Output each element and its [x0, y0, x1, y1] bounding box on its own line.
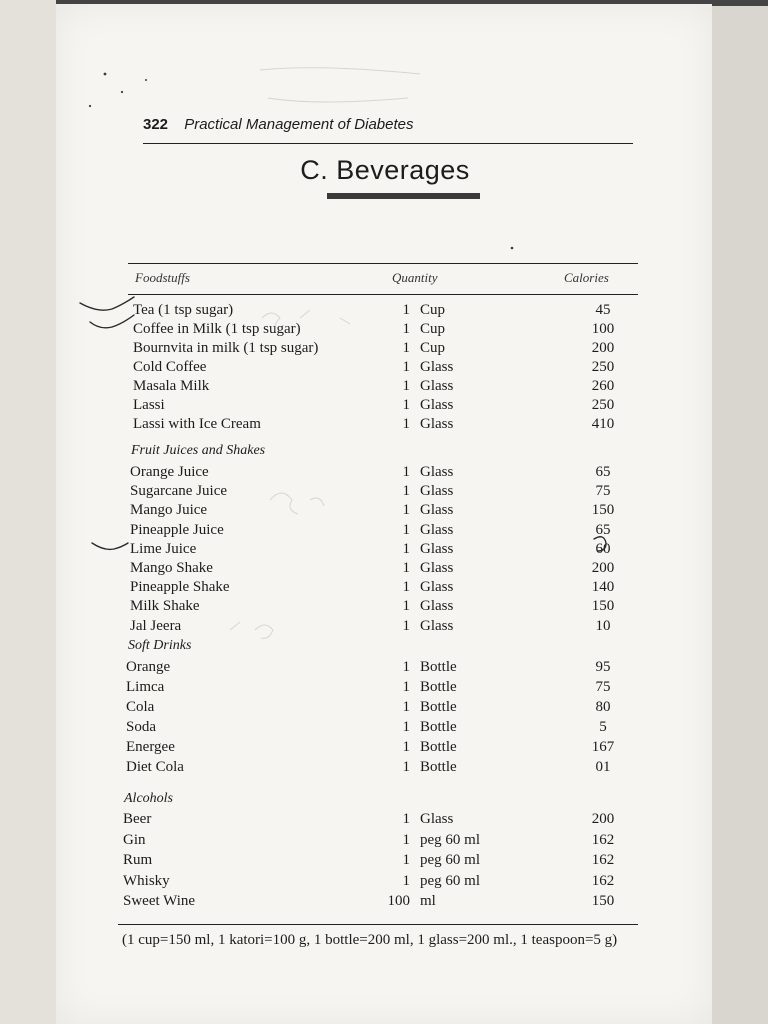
group-heading: Fruit Juices and Shakes	[131, 443, 266, 458]
quantity-unit: Cup	[420, 340, 446, 356]
food-name: Pineapple Juice	[130, 521, 224, 538]
table-row	[130, 481, 640, 501]
table-row	[133, 414, 640, 434]
food-name: Mango Shake	[130, 560, 213, 576]
calorie-value: 150	[591, 893, 615, 910]
quantity-count: 1	[402, 502, 410, 519]
table-row	[130, 520, 640, 540]
calorie-value: 100	[591, 321, 615, 337]
calorie-value: 200	[591, 811, 615, 827]
quantity-unit: Glass	[420, 416, 454, 432]
quantity-count: 1	[402, 359, 410, 375]
calorie-value: 162	[591, 872, 615, 889]
quantity-unit: peg 60 ml	[420, 852, 480, 869]
calorie-value: 01	[595, 759, 611, 775]
quantity-count: 1	[402, 811, 410, 827]
quantity-unit: Glass	[420, 378, 454, 394]
quantity-unit: Glass	[420, 560, 454, 576]
calorie-value: 65	[595, 521, 611, 538]
food-name: Whisky	[123, 872, 170, 889]
table-header-rule	[128, 294, 638, 295]
table-row	[123, 830, 640, 850]
quantity-unit: Glass	[420, 811, 454, 827]
table-row	[130, 500, 640, 520]
quantity-count: 1	[402, 617, 410, 634]
quantity-count: 1	[402, 378, 410, 394]
quantity-count: 1	[402, 759, 410, 775]
calorie-value: 410	[591, 416, 615, 432]
food-name: Beer	[123, 811, 152, 827]
quantity-count: 100	[387, 893, 410, 910]
quantity-count: 1	[402, 540, 410, 557]
calorie-value: 250	[591, 397, 615, 413]
calorie-value: 150	[591, 598, 615, 615]
quantity-count: 1	[402, 679, 410, 695]
calorie-value: 45	[595, 302, 611, 318]
table-row	[130, 596, 640, 616]
quantity-unit: Bottle	[420, 719, 457, 735]
quantity-unit: Glass	[420, 397, 454, 413]
calorie-value: 5	[599, 719, 607, 735]
food-name: Cola	[126, 699, 155, 715]
calorie-value: 167	[591, 739, 615, 755]
quantity-count: 1	[402, 397, 410, 413]
group-heading: Alcohols	[124, 791, 173, 806]
table-row	[126, 697, 640, 717]
quantity-count: 1	[402, 302, 410, 318]
quantity-unit: Glass	[420, 521, 454, 538]
table-row	[123, 891, 640, 911]
table-row	[130, 616, 640, 636]
quantity-unit: Glass	[420, 617, 454, 634]
food-name: Masala Milk	[133, 378, 210, 394]
col-header-calories: Calories	[564, 270, 609, 285]
table-row	[126, 757, 640, 777]
group-heading: Soft Drinks	[128, 638, 192, 653]
table-row	[133, 357, 640, 377]
food-name: Sugarcane Juice	[130, 483, 228, 500]
quantity-count: 1	[402, 340, 410, 356]
quantity-count: 1	[402, 719, 410, 735]
quantity-unit: ml	[420, 893, 436, 910]
quantity-count: 1	[402, 872, 410, 889]
calorie-value: 250	[591, 359, 615, 375]
table-row	[126, 717, 640, 737]
quantity-count: 1	[402, 852, 410, 869]
quantity-count: 1	[402, 321, 410, 337]
quantity-count: 1	[402, 598, 410, 615]
calorie-value: 260	[591, 378, 615, 394]
food-name: Lassi with Ice Cream	[133, 416, 261, 432]
calorie-value: 150	[591, 502, 615, 519]
food-name: Orange Juice	[130, 464, 209, 480]
footnote: (1 cup=150 ml, 1 katori=100 g, 1 bottle=200 ml, 1 glass=200 ml., 1 teaspoon=5 g)	[122, 932, 618, 948]
calorie-value: 65	[595, 464, 611, 480]
calorie-value: 200	[591, 340, 615, 356]
calorie-value: 95	[595, 659, 611, 675]
quantity-count: 1	[402, 521, 410, 538]
food-name: Diet Cola	[126, 759, 184, 775]
food-name: Orange	[126, 659, 171, 675]
quantity-count: 1	[402, 699, 410, 715]
table-row	[123, 809, 640, 829]
quantity-unit: Bottle	[420, 739, 457, 755]
col-header-quantity: Quantity	[392, 270, 438, 285]
calorie-value: 75	[595, 483, 611, 500]
quantity-count: 1	[402, 560, 410, 576]
food-name: Gin	[123, 831, 146, 848]
quantity-count: 1	[402, 739, 410, 755]
quantity-count: 1	[402, 483, 410, 500]
food-name: Jal Jeera	[130, 617, 182, 634]
quantity-unit: Glass	[420, 598, 454, 615]
table-row	[123, 850, 640, 870]
table-row	[133, 395, 640, 415]
food-name: Lime Juice	[130, 540, 197, 557]
quantity-count: 1	[402, 464, 410, 480]
calorie-value: 200	[591, 560, 615, 576]
quantity-unit: Cup	[420, 321, 446, 337]
quantity-unit: Glass	[420, 502, 454, 519]
calorie-value: 60	[595, 540, 611, 557]
food-name: Mango Juice	[130, 502, 208, 519]
quantity-unit: Glass	[420, 359, 454, 375]
table-row	[133, 376, 640, 396]
food-name: Pineapple Shake	[130, 579, 230, 596]
calorie-value: 140	[591, 579, 615, 596]
table-row	[130, 558, 640, 578]
quantity-count: 1	[402, 659, 410, 675]
page-number: 322	[143, 116, 169, 133]
food-name: Lassi	[133, 397, 165, 413]
table-bottom-rule	[118, 924, 638, 925]
food-name: Cold Coffee	[133, 359, 207, 375]
food-name: Rum	[123, 852, 153, 869]
quantity-unit: Glass	[420, 540, 454, 557]
quantity-unit: peg 60 ml	[420, 872, 480, 889]
calorie-value: 10	[595, 617, 611, 634]
calorie-value: 80	[595, 699, 611, 715]
quantity-unit: Bottle	[420, 659, 457, 675]
table-row	[133, 319, 640, 339]
food-name: Soda	[126, 719, 156, 735]
quantity-count: 1	[402, 416, 410, 432]
running-title: Practical Management of Diabetes	[184, 116, 414, 133]
food-name: Coffee in Milk (1 tsp sugar)	[133, 321, 301, 337]
table-row	[126, 737, 640, 757]
header-rule	[143, 143, 633, 144]
table-row	[126, 677, 640, 697]
table-row	[133, 338, 640, 358]
table-row	[130, 577, 640, 597]
calorie-value: 162	[591, 852, 615, 869]
quantity-unit: Glass	[420, 464, 454, 480]
scan-left-edge	[0, 0, 56, 1024]
quantity-unit: peg 60 ml	[420, 831, 480, 848]
quantity-unit: Bottle	[420, 759, 457, 775]
col-header-foodstuffs: Foodstuffs	[135, 270, 190, 285]
title-underline	[327, 193, 480, 199]
quantity-count: 1	[402, 831, 410, 848]
quantity-unit: Bottle	[420, 699, 457, 715]
table-row	[133, 300, 640, 320]
food-name: Tea (1 tsp sugar)	[133, 302, 234, 318]
section-title: C. Beverages	[300, 155, 470, 185]
table-row	[126, 657, 640, 677]
table-row	[130, 539, 640, 559]
quantity-unit: Bottle	[420, 679, 457, 695]
food-name: Energee	[126, 739, 175, 755]
table-top-rule	[128, 263, 638, 264]
quantity-count: 1	[402, 579, 410, 596]
food-name: Sweet Wine	[123, 893, 196, 910]
quantity-unit: Glass	[420, 579, 454, 596]
food-name: Limca	[126, 679, 165, 695]
quantity-unit: Cup	[420, 302, 446, 318]
quantity-unit: Glass	[420, 483, 454, 500]
table-row	[123, 871, 640, 891]
table-row	[130, 462, 640, 482]
food-name: Bournvita in milk (1 tsp sugar)	[133, 340, 319, 356]
calorie-value: 162	[591, 831, 615, 848]
running-head	[143, 116, 633, 133]
calorie-value: 75	[595, 679, 611, 695]
food-name: Milk Shake	[130, 598, 200, 615]
